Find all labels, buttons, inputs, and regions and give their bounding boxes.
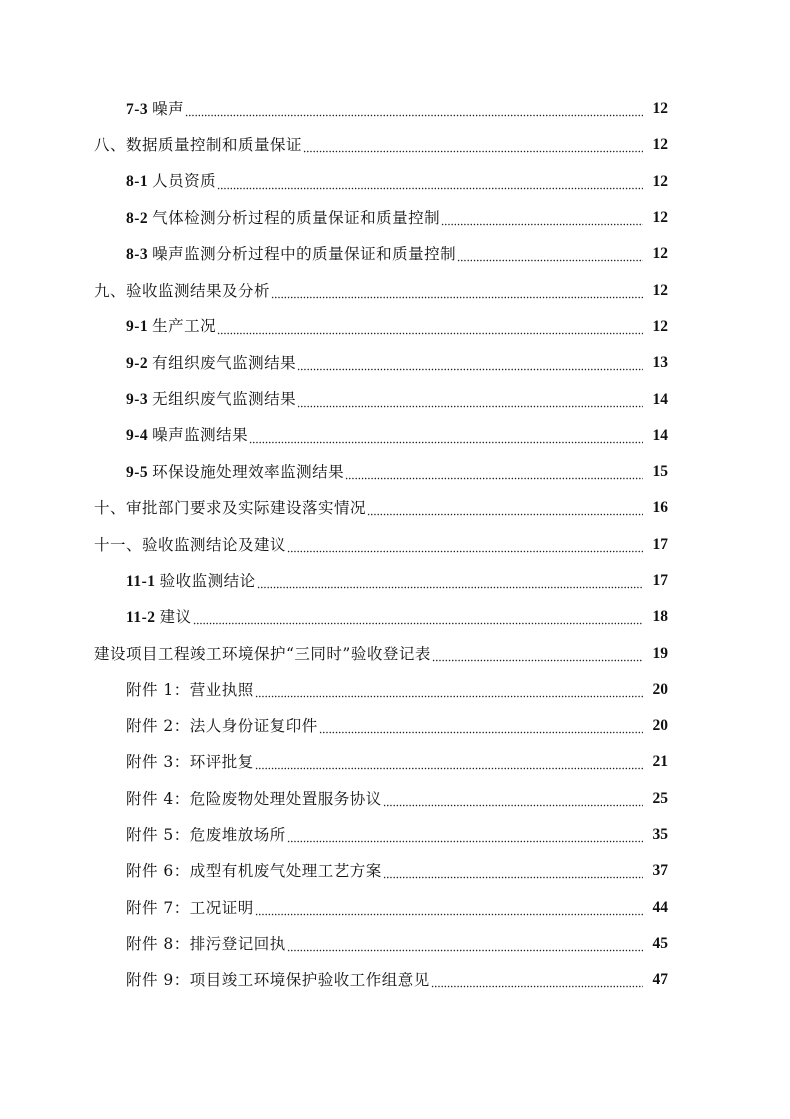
toc-entry[interactable] bbox=[0, 454, 790, 490]
toc-entry-title bbox=[126, 171, 216, 192]
toc-entry-title bbox=[126, 898, 254, 918]
toc-entry-text: 验收监测结论 bbox=[159, 571, 256, 590]
toc-entry-title bbox=[126, 389, 296, 410]
toc-page-number: 12 bbox=[652, 317, 668, 335]
toc-entry-text: 附件 5：危废堆放场所 bbox=[126, 826, 286, 845]
toc-entry-text: 建设项目工程竣工环境保护“三同时”验收登记表 bbox=[94, 644, 431, 663]
toc-entry-text: 附件 6：成型有机废气处理工艺方案 bbox=[126, 862, 382, 881]
toc-entry[interactable] bbox=[0, 309, 790, 345]
toc-page-number: 20 bbox=[652, 680, 668, 698]
dot-leader bbox=[297, 390, 643, 410]
toc-entry-title bbox=[126, 716, 318, 736]
toc-entry-title bbox=[94, 644, 431, 664]
dot-leader bbox=[217, 172, 643, 192]
dot-leader bbox=[457, 244, 643, 264]
toc-page-number: 12 bbox=[652, 245, 668, 263]
toc-entry-number: 9-2 bbox=[126, 354, 149, 372]
toc-entry[interactable] bbox=[0, 563, 790, 599]
toc-entry-text: 附件 2：法人身份证复印件 bbox=[126, 717, 318, 736]
toc-page-number: 12 bbox=[652, 136, 668, 154]
dot-leader bbox=[441, 208, 643, 228]
toc-entry-title bbox=[126, 425, 248, 446]
toc-page-number: 19 bbox=[652, 644, 668, 662]
toc-entry-title bbox=[126, 970, 430, 990]
toc-entry-title bbox=[126, 752, 254, 772]
toc-entry[interactable] bbox=[0, 236, 790, 272]
toc-page-number: 12 bbox=[652, 100, 668, 118]
dot-leader bbox=[287, 825, 643, 845]
toc-page-number: 12 bbox=[652, 209, 668, 227]
toc-entry-text: 附件 8：排污登记回执 bbox=[126, 934, 286, 953]
toc-entry-title bbox=[126, 244, 456, 265]
toc-entry-text: 噪声 bbox=[152, 99, 185, 118]
toc-page-number: 16 bbox=[652, 499, 668, 517]
dot-leader bbox=[367, 498, 643, 518]
toc-entry-text: 附件 3：环评批复 bbox=[126, 753, 254, 772]
toc-entry-title bbox=[126, 607, 192, 628]
toc-entry-text: 噪声监测结果 bbox=[152, 426, 249, 445]
dot-leader bbox=[297, 353, 643, 373]
dot-leader bbox=[255, 898, 643, 918]
toc-entry-title bbox=[126, 316, 216, 337]
toc-entry[interactable] bbox=[0, 635, 790, 671]
toc-page-number: 13 bbox=[652, 354, 668, 372]
toc-entry-number: 9-1 bbox=[126, 318, 149, 336]
toc-entry-title bbox=[126, 934, 286, 954]
toc-entry[interactable] bbox=[0, 164, 790, 200]
toc-entry[interactable] bbox=[0, 890, 790, 926]
toc-entry-title bbox=[94, 135, 302, 155]
dot-leader bbox=[249, 426, 643, 446]
toc-entry-text: 十、审批部门要求及实际建设落实情况 bbox=[94, 499, 367, 518]
dot-leader bbox=[271, 281, 643, 301]
toc-entry[interactable] bbox=[0, 962, 790, 998]
toc-entry-text: 无组织废气监测结果 bbox=[152, 390, 297, 409]
toc-entry-title bbox=[126, 861, 382, 881]
toc-page-number: 17 bbox=[652, 572, 668, 589]
toc-page-number: 47 bbox=[652, 971, 668, 989]
dot-leader bbox=[257, 571, 643, 591]
toc-entry-title bbox=[126, 571, 256, 592]
dot-leader bbox=[255, 680, 643, 700]
toc-page-number: 14 bbox=[652, 390, 668, 408]
toc-entry-text: 有组织废气监测结果 bbox=[152, 353, 297, 372]
toc-entry[interactable] bbox=[0, 272, 790, 308]
toc-entry-number: 9-5 bbox=[126, 463, 149, 481]
toc-entry-number: 8-3 bbox=[126, 245, 149, 263]
toc-page-number: 25 bbox=[652, 789, 668, 807]
toc-entry-text: 附件 7：工况证明 bbox=[126, 898, 254, 917]
dot-leader bbox=[287, 535, 643, 555]
dot-leader bbox=[383, 789, 643, 809]
toc-page-number: 14 bbox=[652, 426, 668, 444]
toc-entry-text: 建议 bbox=[159, 607, 192, 626]
toc-entry[interactable] bbox=[0, 127, 790, 163]
toc-entry-text: 八、数据质量控制和质量保证 bbox=[94, 136, 303, 155]
toc-entry[interactable] bbox=[0, 599, 790, 635]
toc-entry-title bbox=[94, 498, 366, 518]
dot-leader bbox=[185, 99, 643, 119]
dot-leader bbox=[217, 317, 643, 337]
toc-entry-number: 7-3 bbox=[126, 100, 149, 118]
toc-entry[interactable] bbox=[0, 418, 790, 454]
toc-page-number: 21 bbox=[652, 753, 668, 771]
toc-page-number: 18 bbox=[652, 608, 668, 626]
toc-page-number: 45 bbox=[652, 934, 668, 952]
toc-entry-title bbox=[94, 535, 286, 555]
dot-leader bbox=[255, 752, 643, 772]
toc-entry-title bbox=[126, 825, 286, 845]
toc-entry-title bbox=[126, 353, 296, 374]
toc-entry-number: 8-1 bbox=[126, 173, 149, 191]
toc-entry-title bbox=[126, 208, 440, 229]
toc-entry[interactable] bbox=[0, 744, 790, 780]
dot-leader bbox=[345, 462, 643, 482]
toc-page-number: 15 bbox=[652, 463, 668, 481]
dot-leader bbox=[432, 644, 643, 664]
toc-page-number: 12 bbox=[652, 172, 668, 190]
toc-page-number: 17 bbox=[652, 535, 668, 553]
toc-entry[interactable] bbox=[0, 781, 790, 817]
dot-leader bbox=[319, 716, 643, 736]
dot-leader bbox=[193, 607, 643, 627]
toc-entry-title bbox=[94, 281, 270, 301]
toc-entry[interactable] bbox=[0, 200, 790, 236]
toc-entry[interactable] bbox=[0, 926, 790, 962]
toc-entry-title bbox=[126, 789, 382, 809]
toc-entry[interactable] bbox=[0, 817, 790, 853]
toc-entry-title bbox=[126, 99, 184, 120]
toc-entry-text: 环保设施处理效率监测结果 bbox=[152, 462, 345, 481]
toc-entry[interactable] bbox=[0, 853, 790, 889]
toc-entry[interactable] bbox=[0, 345, 790, 381]
toc-entry-text: 附件 9：项目竣工环境保护验收工作组意见 bbox=[126, 971, 430, 990]
toc-entry-text: 人员资质 bbox=[152, 172, 217, 191]
toc-page-number: 35 bbox=[652, 826, 668, 844]
toc-entry-number: 11-1 bbox=[126, 572, 156, 590]
dot-leader bbox=[431, 970, 643, 990]
table-of-contents bbox=[0, 91, 790, 998]
toc-entry[interactable] bbox=[0, 381, 790, 417]
toc-entry-text: 九、验收监测结果及分析 bbox=[94, 281, 271, 300]
toc-entry-number: 8-2 bbox=[126, 209, 149, 227]
toc-entry[interactable] bbox=[0, 672, 790, 708]
toc-entry[interactable] bbox=[0, 527, 790, 563]
dot-leader bbox=[287, 934, 643, 954]
toc-page-number: 37 bbox=[652, 862, 668, 880]
toc-page-number: 20 bbox=[652, 717, 668, 735]
toc-entry-text: 生产工况 bbox=[152, 317, 217, 336]
toc-entry[interactable] bbox=[0, 708, 790, 744]
toc-entry-text: 附件 4：危险废物处理处置服务协议 bbox=[126, 789, 382, 808]
toc-entry-text: 十一、验收监测结论及建议 bbox=[94, 535, 287, 554]
toc-entry[interactable] bbox=[0, 490, 790, 526]
toc-entry-text: 气体检测分析过程的质量保证和质量控制 bbox=[152, 208, 441, 227]
toc-entry-title bbox=[126, 680, 254, 700]
toc-entry[interactable] bbox=[0, 91, 790, 127]
toc-entry-number: 11-2 bbox=[126, 608, 156, 626]
toc-entry-text: 附件 1：营业执照 bbox=[126, 680, 254, 699]
toc-page-number: 44 bbox=[652, 898, 668, 916]
toc-entry-number: 9-4 bbox=[126, 427, 149, 445]
toc-entry-title bbox=[126, 462, 344, 483]
dot-leader bbox=[383, 861, 643, 881]
toc-entry-text: 噪声监测分析过程中的质量保证和质量控制 bbox=[152, 244, 457, 263]
toc-entry-number: 9-3 bbox=[126, 391, 149, 409]
toc-page-number: 12 bbox=[652, 281, 668, 299]
dot-leader bbox=[303, 135, 643, 155]
